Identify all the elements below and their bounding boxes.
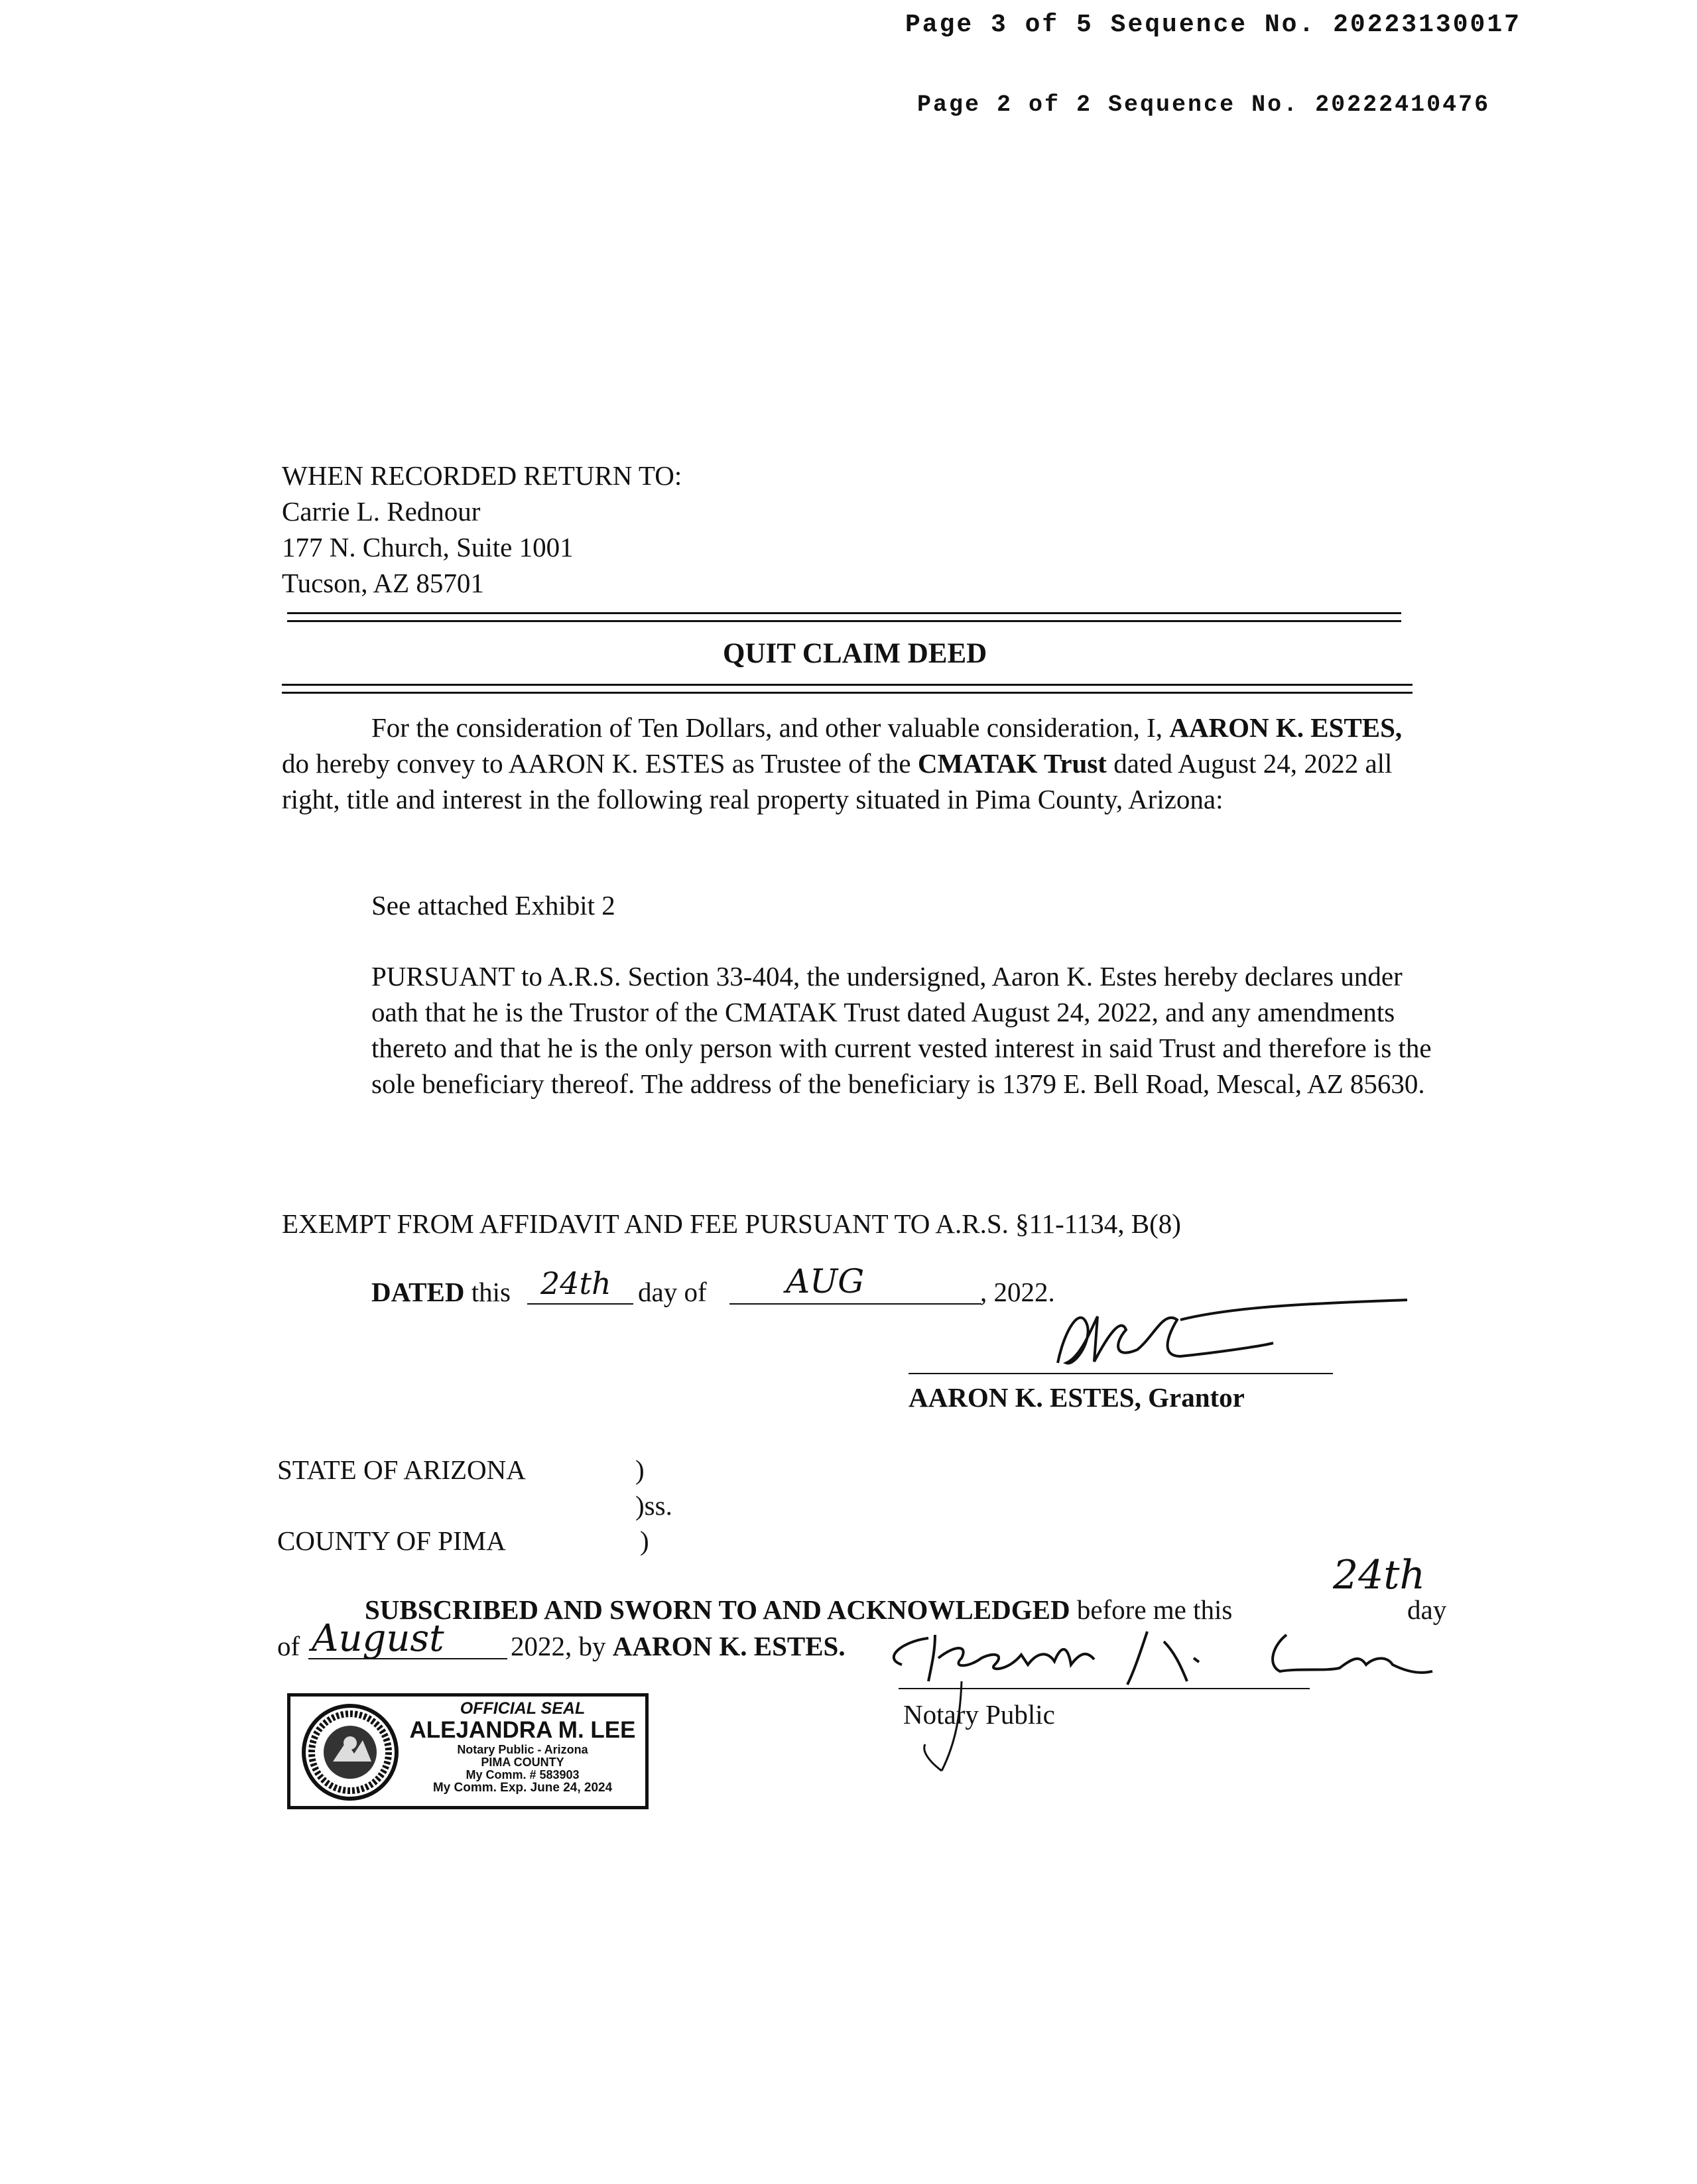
venue-county: COUNTY OF PIMA — [277, 1525, 506, 1556]
dated-day-handwritten: 24th — [540, 1265, 611, 1301]
ack-of: of — [277, 1631, 300, 1661]
dated-year: , 2022. — [980, 1277, 1055, 1307]
header-sequence-line-2: Page 2 of 2 Sequence No. 20222410476 — [917, 92, 1491, 118]
dated-month-handwritten: AUG — [786, 1262, 865, 1301]
exhibit-reference: See attached Exhibit 2 — [371, 890, 615, 921]
seal-official: OFFICIAL SEAL — [460, 1699, 586, 1718]
venue-state: STATE OF ARIZONA — [277, 1454, 526, 1485]
dated-label: DATED — [371, 1277, 465, 1307]
ack-name: AARON K. ESTES. — [612, 1631, 846, 1661]
seal-comm-expiration: My Comm. Exp. June 24, 2024 — [432, 1781, 613, 1795]
return-to-street: 177 N. Church, Suite 1001 — [282, 532, 574, 562]
return-to-city: Tucson, AZ 85701 — [282, 568, 484, 598]
ack-day: day — [1407, 1594, 1447, 1625]
conveyance-text-c: dated August 24, 2022 all right, title and interest in the following real property situated in Pima County, Arizona: — [282, 748, 1393, 814]
notary-seal — [287, 1693, 649, 1809]
header-sequence-line-1: Page 3 of 5 Sequence No. 20223130017 — [905, 11, 1521, 39]
return-to-heading: WHEN RECORDED RETURN TO: — [282, 460, 682, 491]
title-bottom-rule-2 — [282, 692, 1413, 694]
conveyance-text-a: For the consideration of Ten Dollars, and other valuable consideration, I, — [371, 712, 1170, 743]
arizona-state-seal-icon — [300, 1702, 401, 1803]
seal-county: PIMA COUNTY — [481, 1756, 564, 1769]
conveyance-paragraph — [282, 710, 1409, 817]
acknowledgment-before: before me this — [1070, 1594, 1233, 1625]
return-to-name: Carrie L. Rednour — [282, 496, 481, 527]
notary-signature-line — [899, 1688, 1310, 1689]
pursuant-paragraph: PURSUANT to A.R.S. Section 33-404, the undersigned, Aaron K. Estes hereby declares under oath that he is the Trustor of the CMATAK Trust dated August 24, 2022, and any amendments thereto and that he is the only person with current vested interest in said Trust and therefore is the sole beneficiary thereof. The address of the beneficiary is 1379 E. Bell Road, Mescal, AZ 85630. — [371, 961, 1432, 1099]
title-top-rule-2 — [287, 620, 1401, 622]
grantor-signature-label: AARON K. ESTES, Grantor — [909, 1382, 1245, 1413]
seal-comm-number: My Comm. # 583903 — [466, 1768, 580, 1781]
exempt-statement: EXEMPT FROM AFFIDAVIT AND FEE PURSUANT TO A.R.S. §11-1134, B(8) — [282, 1208, 1181, 1239]
dated-this: this — [471, 1277, 511, 1307]
seal-text-block — [403, 1701, 642, 1794]
trust-name: CMATAK Trust — [917, 748, 1107, 779]
grantor-name: AARON K. ESTES, — [1169, 712, 1403, 743]
title-top-rule-1 — [287, 612, 1401, 614]
seal-notary-state: Notary Public - Arizona — [457, 1743, 588, 1756]
document-title: QUIT CLAIM DEED — [723, 638, 987, 669]
dated-line — [371, 1274, 511, 1310]
acknowledgment-bold: SUBSCRIBED AND SWORN TO AND ACKNOWLEDGED — [365, 1594, 1070, 1625]
dated-day-blank — [527, 1303, 633, 1305]
ack-year-by: 2022, by — [511, 1631, 613, 1661]
grantor-signature-line — [909, 1373, 1333, 1374]
ack-day-handwritten: 24th — [1333, 1552, 1426, 1598]
venue-ss: )ss. — [635, 1490, 672, 1521]
title-bottom-rule-1 — [282, 684, 1413, 686]
conveyance-text-b: do hereby convey to AARON K. ESTES as Trustee of the — [282, 748, 918, 779]
ack-month-handwritten: August — [312, 1617, 444, 1660]
notary-public-label: Notary Public — [903, 1699, 1055, 1730]
ack-year-by-line — [511, 1628, 846, 1664]
venue-paren-1: ) — [635, 1454, 645, 1485]
venue-paren-2: ) — [640, 1525, 649, 1556]
dated-day-of: day of — [638, 1277, 707, 1307]
seal-notary-name: ALEJANDRA M. LEE — [409, 1717, 636, 1743]
